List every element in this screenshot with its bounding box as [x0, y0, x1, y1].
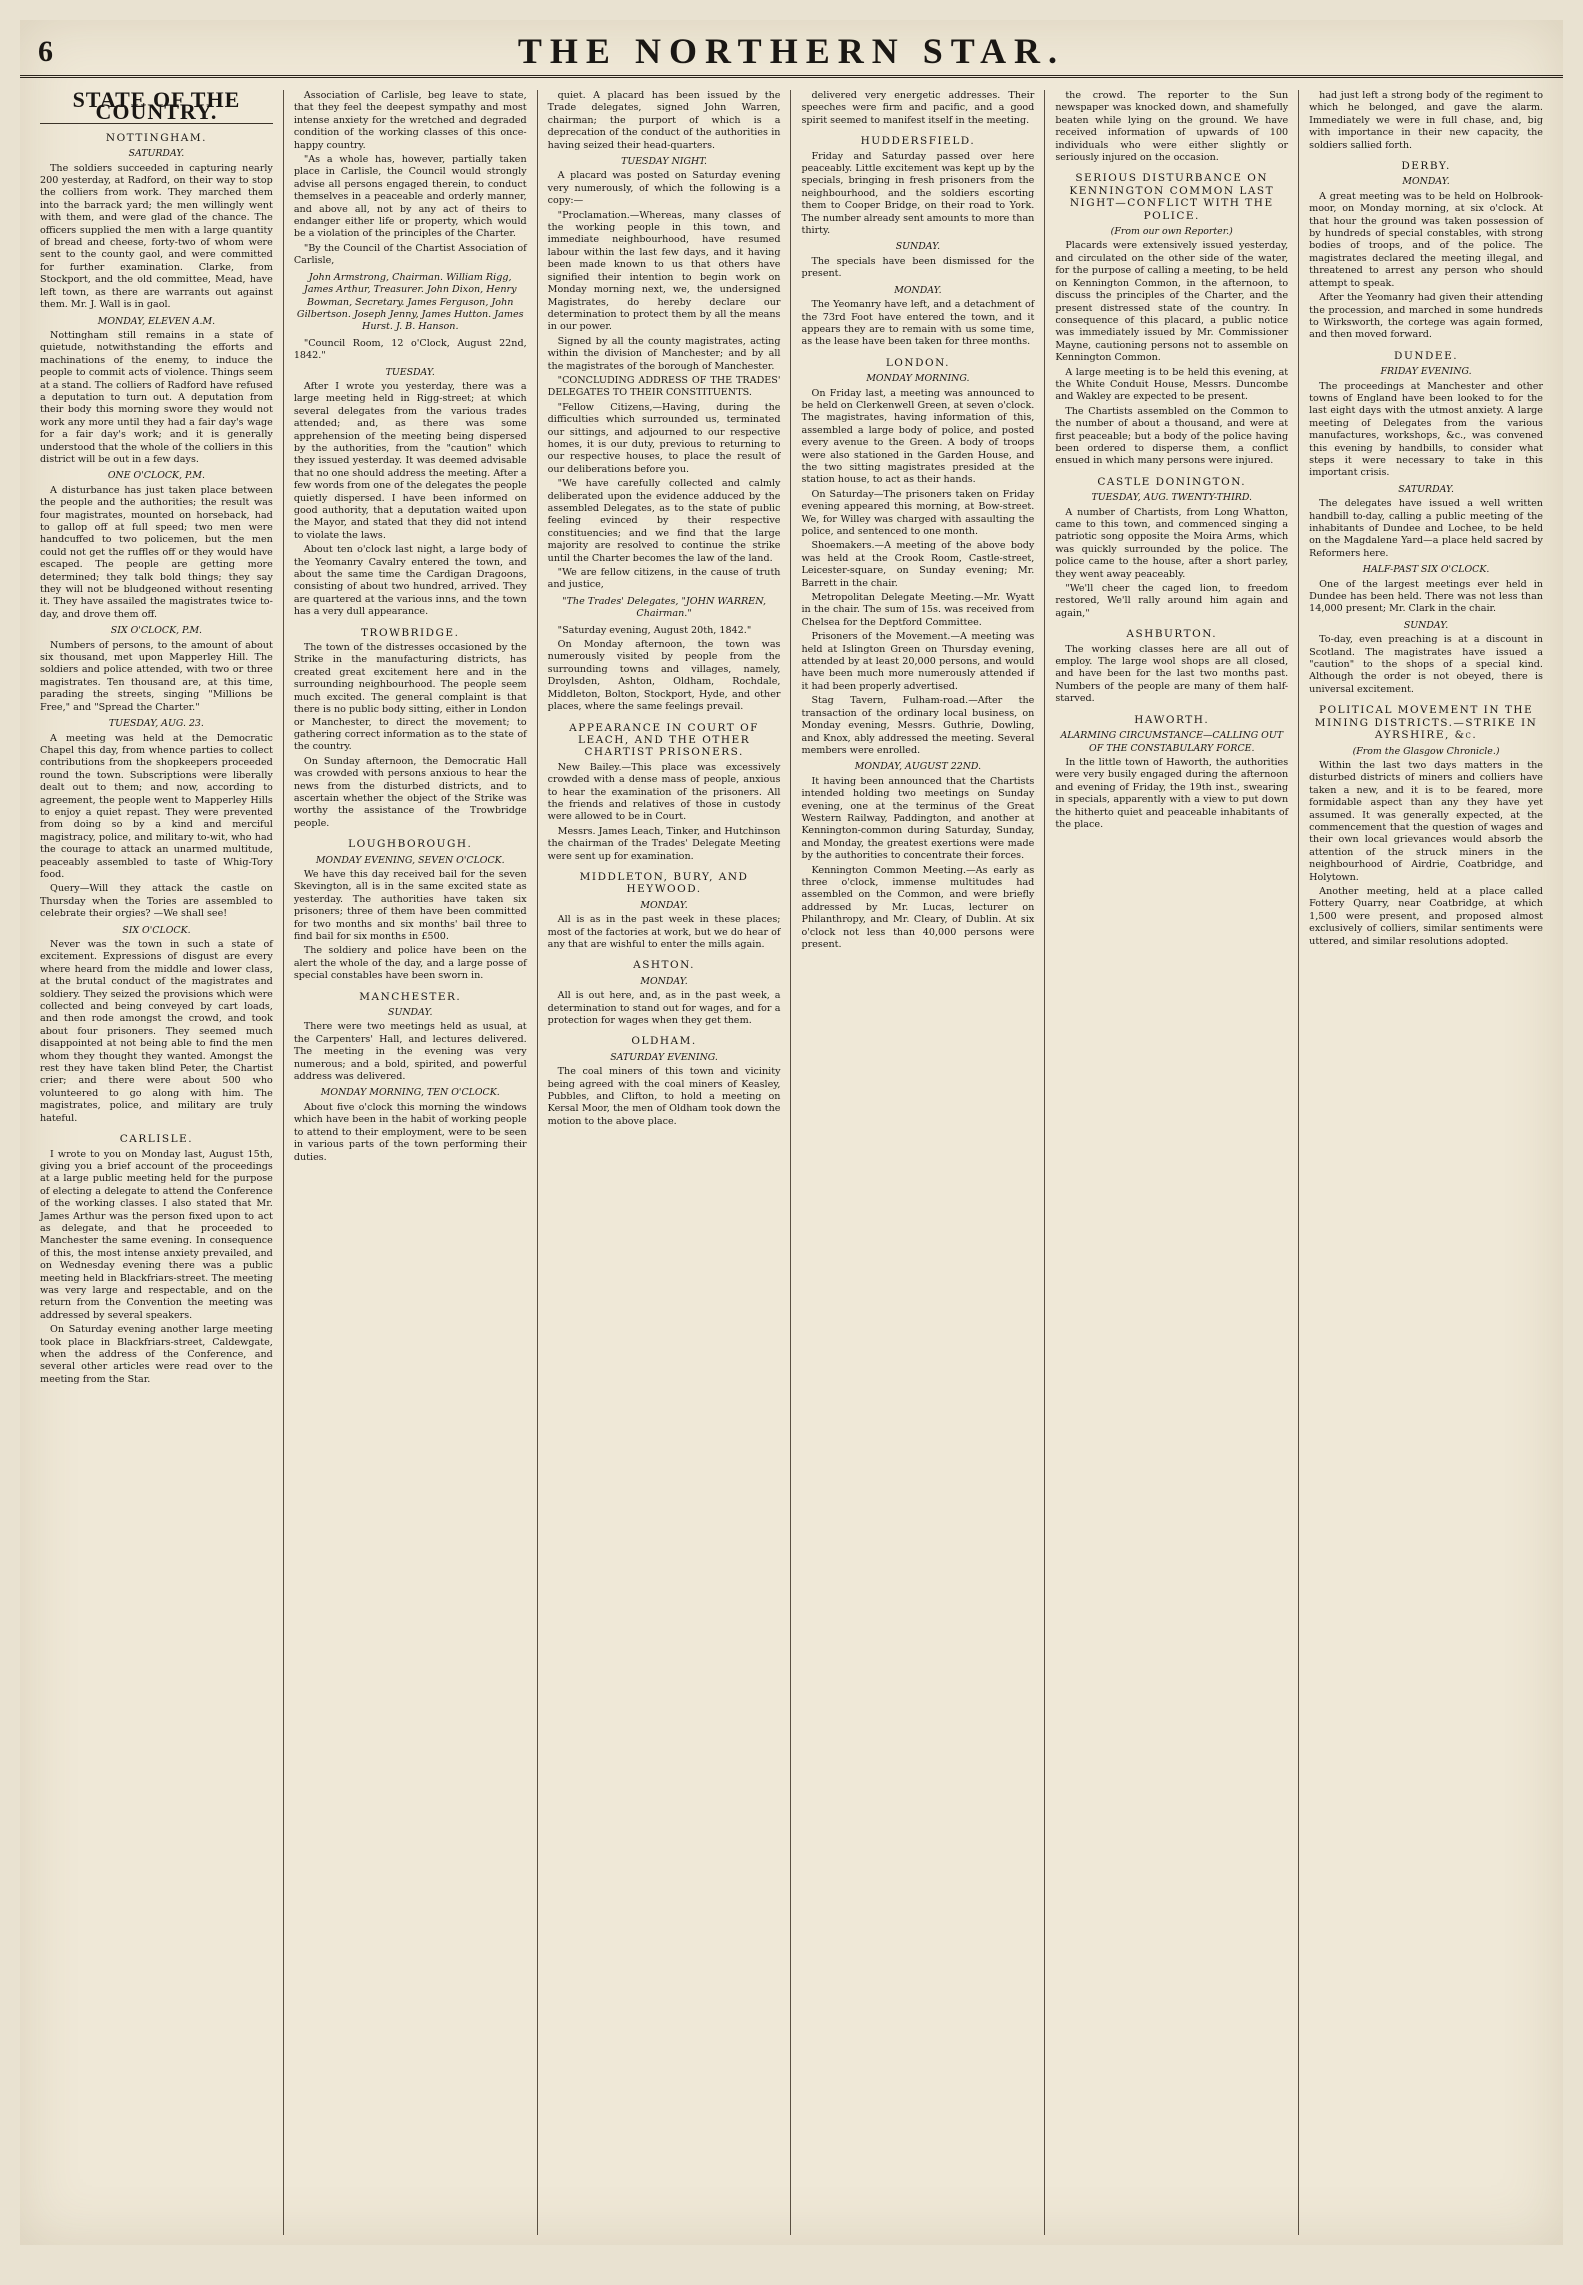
subheading: MONDAY.	[1402, 176, 1450, 188]
subheading: SATURDAY.	[128, 148, 185, 160]
subheading: SIX O'CLOCK, P.M.	[110, 625, 203, 637]
article-paragraph: A great meeting was to be held on Holbrook-moor, on Monday morning, at six o'clock. At that hour the ground was taken possession of by hundreds of special constables, with strong bodies of troops, and of the police. The magistrates declared the meeting illegal, and threatened to arrest any person who should attempt to speak.	[1309, 190, 1543, 289]
signature-block: John Armstrong, Chairman. William Rigg, James Arthur, Treasurer. John Dixon, Henry Bowman, Secretary. James Ferguson, John Gilbertson. Joseph Jenny, James Hutton. James Hurst. J. B. Hanson.	[296, 271, 524, 333]
article-paragraph: "We'll cheer the caged lion, to freedom restored, We'll rally around him again and again,"	[1055, 583, 1289, 619]
article-paragraph: The soldiers succeeded in capturing nearly 200 yesterday, at Radford, on their way to stop the colliers from work. They marched them into the barrack yard; the men willingly went with them, and were glad of the chance. The officers supplied the men with a large quantity of bread and cheese, forty-two of whom were sent to the county gaol, and were committed for further examination. Clarke, from Stockport, and the old committee, Mead, have left town, as there are warrants out against them. Mr. J. Wall is in gaol.	[40, 162, 273, 311]
article-paragraph: had just left a strong body of the regiment to which he belonged, and gave the alarm. Immediately we were in full chase, and, big with importance in their new capacity, the soldiers sallied forth.	[1309, 90, 1543, 151]
dateline-heading: ASHTON.	[633, 959, 696, 972]
article-paragraph: Query—Will they attack the castle on Thursday when the Tories are assembled to celebrate their orgies? —We shall see!	[40, 883, 273, 920]
subheading: SUNDAY.	[895, 241, 941, 253]
dateline-heading: OLDHAM.	[631, 1035, 697, 1048]
dateline-heading: SERIOUS DISTURBANCE ON KENNINGTON COMMON LAST NIGHT—CONFLICT WITH THE POLICE.	[1069, 172, 1275, 222]
article-paragraph: A meeting was held at the Democratic Chapel this day, from whence parties to collect contributions from the shopkeepers proceeded round the town. Subscriptions were liberally dealt out to them; and now, according to agreement, the people went to Mapperley Hills to enjoy a quiet repast. They were prevented from doing so by a kind and merciful magistracy, police, and military to-wit, who had the courage to attack an unarmed multitude, peaceably assembled to taste of Whig-Tory food.	[40, 732, 273, 880]
article-paragraph: Friday and Saturday passed over here peaceably. Little excitement was kept up by the specials, bringing in fresh prisoners from the neighbourhood, and the soldiers escorting them to Cooper Bridge, on their road to York. The number already sent amounts to more than thirty.	[801, 150, 1035, 237]
subheading: MONDAY, ELEVEN A.M.	[97, 315, 216, 327]
dateline-heading: HUDDERSFIELD.	[860, 135, 976, 148]
article-paragraph: The soldiery and police have been on the alert the whole of the day, and a large posse of special constables have been sworn in.	[293, 945, 527, 982]
subheading: HALF-PAST SIX O'CLOCK.	[1362, 564, 1490, 576]
subheading: TUESDAY, AUG. TWENTY-THIRD.	[1091, 492, 1253, 504]
subheading: TUESDAY NIGHT.	[621, 156, 708, 168]
article-paragraph: The working classes here are all out of employ. The large wool shops are all closed, and have been for the last two months past. Numbers of the people are many of them half-starved.	[1055, 643, 1289, 705]
newspaper-title: THE NORTHERN STAR.	[517, 31, 1066, 71]
article-paragraph: A placard was posted on Saturday evening very numerously, of which the following is a copy:—	[547, 170, 781, 207]
article-paragraph: "Saturday evening, August 20th, 1842."	[557, 624, 752, 636]
article-paragraph: After I wrote you yesterday, there was a large meeting held in Rigg-street; at which several delegates from the various trades attended; and, as there was some apprehension of the meeting being dispersed by the authorities, from the "caution" which they issued yesterday. It was deemed advisable that no one should address the meeting. After a few words from one of the delegates the people quietly dispersed. I have been informed on good authority, that a deputation waited upon the Mayor, and stated that they did not intend to violate the laws.	[293, 380, 527, 541]
article-paragraph: Numbers of persons, to the amount of about six thousand, met upon Mapperley Hill. The soldiers and police attended, with two or three magistrates. Ten thousand are, at this time, parading the streets, singing "Millions be Free," and "Spread the Charter."	[40, 639, 273, 713]
article-paragraph: Signed by all the county magistrates, acting within the division of Manchester; and by all the magistrates of the borough of Manchester.	[547, 335, 781, 372]
article-paragraph: About five o'clock this morning the windows which have been in the habit of working people to attend to their employment, were to be seen in various parts of the town performing their duties.	[293, 1101, 527, 1163]
article-paragraph: On Friday last, a meeting was announced to be held on Clerkenwell Green, at seven o'clock. The magistrates, having information of this, assembled a large body of police, and posted every avenue to the Green. A body of troops were also stationed in the Garden House, and the two sitting magistrates presided at the station house, to act as their hands.	[801, 387, 1035, 486]
subheading: MONDAY MORNING, TEN O'CLOCK.	[320, 1087, 500, 1099]
dateline-heading: MANCHESTER.	[359, 990, 462, 1003]
article-columns	[30, 90, 1553, 2235]
dateline-heading: NOTTINGHAM.	[105, 131, 207, 144]
subheading: SUNDAY.	[1403, 619, 1449, 631]
article-paragraph: Stag Tavern, Fulham-road.—After the transaction of the ordinary local business, on Monday evening, Messrs. Guthrie, Dowling, and Knox, ably addressed the meeting. Several members were enrolled.	[801, 695, 1035, 756]
article-paragraph: The specials have been dismissed for the present.	[801, 255, 1035, 280]
article-paragraph: "By the Council of the Chartist Association of Carlisle,	[293, 242, 527, 267]
subheading: SATURDAY EVENING.	[610, 1051, 718, 1063]
article-paragraph: One of the largest meetings ever held in Dundee has been held. There was not less than 14,000 present; Mr. Clark in the chair.	[1309, 578, 1543, 615]
article-paragraph: Kennington Common Meeting.—As early as three o'clock, immense multitudes had assembled on the Common, and were briefly addressed by Mr. Lucas, lecturer on Philanthropy, and Mr. Cleary, of Dublin. At six o'clock not less than 40,000 persons were present.	[801, 864, 1035, 950]
subheading: SUNDAY.	[388, 1007, 433, 1019]
section-title: STATE OF THE COUNTRY.	[40, 94, 273, 124]
article-paragraph: Shoemakers.—A meeting of the above body was held at the Crook Room, Castle-street, Leicester-square, on Sunday evening; Mr. Barrett in the chair.	[801, 540, 1035, 589]
signature-block: "The Trades' Delegates, "JOHN WARREN, Chairman."	[562, 595, 767, 620]
article-paragraph: The Chartists assembled on the Common to the number of about a thousand, and were at first peaceable; but a body of the police having been ordered to disperse them, a conflict ensued in which many persons were injured.	[1055, 405, 1289, 467]
article-paragraph: "Fellow Citizens,—Having, during the difficulties which surrounded us, terminated our sittings, and adjourned to our respective homes, it is our duty, previous to returning to our respective houses, to place the result of our deliberations before you.	[547, 401, 781, 475]
article-paragraph: "We have carefully collected and calmly deliberated upon the evidence adduced by the assembled Delegates, as to the state of public feeling evinced by their respective constituencies; and we find that the large majority are resolved to continue the strike until the Charter becomes the law of the land.	[547, 478, 781, 564]
article-paragraph: It having been announced that the Chartists intended holding two meetings on Sunday evening, one at the terminus of the Great Western Railway, Paddington, and another at Kennington-common during Saturday, Sunday, and Monday, the greatest exertions were made by the authorities to concentrate their forces.	[801, 775, 1035, 862]
article-paragraph: "Proclamation.—Whereas, many classes of the working people in this town, and immediate neighbourhood, have resumed labour within the last few days, and it having been made known to us that others have signified their intention to begin work on Monday morning next, we, the undersigned Magistrates, do hereby declare our determination to protect them by all the means in our power.	[547, 209, 781, 333]
column-5	[1045, 90, 1299, 2235]
article-paragraph: "We are fellow citizens, in the cause of truth and justice,	[547, 567, 781, 591]
dateline-heading: TROWBRIDGE.	[361, 626, 460, 639]
article-paragraph: "CONCLUDING ADDRESS OF THE TRADES' DELEGATES TO THEIR CONSTITUENTS.	[547, 374, 781, 399]
subheading: (From our own Reporter.)	[1110, 226, 1233, 238]
column-2	[284, 90, 538, 2235]
column-1	[30, 90, 284, 2235]
dateline-heading: POLITICAL MOVEMENT IN THE MINING DISTRICTS.—STRIKE IN AYRSHIRE, &c.	[1314, 704, 1538, 742]
dateline-heading: DUNDEE.	[1394, 349, 1459, 362]
article-paragraph: On Saturday—The prisoners taken on Friday evening appeared this morning, at Bow-street. We, for Willey was charged with assaulting the police, and sentenced to one month.	[801, 488, 1035, 537]
article-paragraph: We have this day received bail for the seven Skevington, all is in the same excited state as yesterday. The authorities have taken six prisoners; three of them have been committed for two months and six months' bail three to find bail for six months in £500.	[293, 868, 527, 942]
article-paragraph: Prisoners of the Movement.—A meeting was held at Islington Green on Thursday evening, attended by at least 20,000 persons, and would have been much more numerously attended if it had been properly advertised.	[801, 631, 1035, 692]
subheading: MONDAY EVENING, SEVEN O'CLOCK.	[315, 854, 505, 866]
subheading: TUESDAY, AUG. 23.	[108, 718, 204, 730]
dateline-heading: CASTLE DONINGTON.	[1097, 475, 1247, 488]
subheading: MONDAY, AUGUST 22ND.	[854, 761, 982, 773]
article-paragraph: In the little town of Haworth, the authorities were very busily engaged during the afternoon and evening of Friday, the 19th inst., swearing in specials, apparently with a view to put down the hitherto quiet and peaceable inhabitants of the place.	[1055, 756, 1289, 830]
column-3	[538, 90, 792, 2235]
dateline-heading: ASHBURTON.	[1126, 628, 1218, 641]
article-paragraph: The town of the distresses occasioned by the Strike in the manufacturing districts, has created great excitement here and in the surrounding neighbourhood. The people seem much excited. The general complaint is that there is no public body sitting, either in London or Manchester, to direct the movement; to gathering correct information as to the state of the country.	[293, 642, 527, 753]
masthead	[20, 20, 1563, 78]
article-paragraph: A large meeting is to be held this evening, at the White Conduit House, Messrs. Duncombe and Wakley are expected to be present.	[1055, 366, 1289, 403]
dateline-heading: DERBY.	[1401, 160, 1451, 173]
subheading: SIX O'CLOCK.	[122, 924, 191, 936]
article-paragraph: A disturbance has just taken place between the people and the authorities; the result was four magistrates, mounted on horseback, had to gallop off at full speed; two men were handcuffed to two policemen, but the men could not get the ruffles off or they would have escaped. The people are getting more determined; they talk bold things; they say they will not be bludgeoned without resenting it. They have assailed the magistrates twice to-day, and drove them off.	[40, 484, 273, 620]
subheading: (From the Glasgow Chronicle.)	[1352, 745, 1500, 757]
article-paragraph: There were two meetings held as usual, at the Carpenters' Hall, and lectures delivered. The meeting in the evening was very numerous; and a bold, spirited, and powerful address was delivered.	[293, 1021, 527, 1083]
subheading: MONDAY.	[640, 899, 688, 911]
dateline-heading: LONDON.	[885, 356, 950, 369]
article-paragraph: New Bailey.—This place was excessively crowded with a dense mass of people, anxious to hear the examination of the prisoners. All the friends and relatives of those in custody were allowed to be in Court.	[547, 761, 781, 823]
article-paragraph: The coal miners of this town and vicinity being agreed with the coal miners of Keasley, Pubbles, and Clifton, to hold a meeting on Kersal Moor, the men of Oldham took down the motion to the above place.	[547, 1066, 781, 1127]
newspaper-page	[20, 20, 1563, 2245]
column-4	[791, 90, 1045, 2235]
article-paragraph: The Yeomanry have left, and a detachment of the 73rd Foot have entered the town, and it appears they are to remain with us some time, as the lease have been taken for three months.	[801, 299, 1035, 348]
subheading: ONE O'CLOCK, P.M.	[107, 470, 205, 482]
article-paragraph: The delegates have issued a well written handbill to-day, calling a public meeting of the inhabitants of Dundee and Lochee, to be held on the Magdalene Yard—a place held sacred by Reformers here.	[1309, 498, 1543, 559]
article-paragraph: After the Yeomanry had given their attending the procession, and marched in some hundreds to Wirksworth, the cortege was again formed, and then moved forward.	[1309, 292, 1543, 341]
subheading: MONDAY.	[894, 284, 942, 296]
article-paragraph: On Monday afternoon, the town was numerously visited by people from the surrounding towns and villages, namely, Droylsden, Ashton, Oldham, Rochdale, Middleton, Bolton, Stockport, Hyde, and other places, where the same feelings prevail.	[547, 639, 781, 713]
article-paragraph: Within the last two days matters in the disturbed districts of miners and colliers have taken a new, and it is to be feared, more formidable aspect than any they have yet assumed. It was generally expected, at the commencement that the question of wages and their own local grievances would absorb the attention of the struck miners in the neighbourhood of Airdrie, Coatbridge, and Holytown.	[1309, 759, 1543, 883]
article-paragraph: Placards were extensively issued yesterday, and circulated on the other side of the water, for the purpose of calling a meeting, to be held on Kennington Common, in the afternoon, to discuss the principles of the Charter, and the present distressed state of the country. In consequence of this placard, a public notice was immediately issued by Mr. Commissioner Mayne, cautioning persons not to assemble on Kennington Common.	[1055, 240, 1289, 364]
article-paragraph: quiet. A placard has been issued by the Trade delegates, signed John Warren, chairman; the purport of which is a deprecation of the conduct of the authorities in having seized their head-quarters.	[547, 90, 781, 151]
page-number: 6	[38, 35, 53, 68]
article-paragraph: The proceedings at Manchester and other towns of England have been looked to for the last eight days with the utmost anxiety. A large meeting of Delegates from the various manufactures, workshops, &c., was convened this evening by handbills, to consider what steps it were necessary to take in this important crisis.	[1309, 380, 1543, 479]
article-paragraph: Nottingham still remains in a state of quietude, notwithstanding the efforts and machinations of the enemy, to induce the people to commit acts of violence. Things seem at a stand. The colliers of Radford have refused a deputation to turn out. A deputation from their body this morning swore they would not work any more until they had a fair day's wage for a fair day's work; and it is generally understood that the whole of the colliers in this district will be out in a few days.	[40, 329, 273, 465]
article-paragraph: Another meeting, held at a place called Fottery Quarry, near Coatbridge, at which 1,500 were present, and proposed almost exclusively of colliers, similar sentiments were uttered, and similar resolutions adopted.	[1309, 885, 1543, 947]
article-paragraph: Never was the town in such a state of excitement. Expressions of disgust are every where heard from the middle and lower class, at the brutal conduct of the magistrates and soldiery. They seized the provisions which were collected and being conveyed by cart loads, and then rode amongst the crowd, and took about four prisoners. They seemed much disappointed at not being able to find the men whom they thought they wanted. Amongst the rest they have taken blind Peter, the Chartist crier; and there were about 500 who volunteered to go along with him. The magistrates, police, and military are truly hateful.	[40, 939, 273, 1124]
subheading: ALARMING CIRCUMSTANCE—CALLING OUT OF THE CONSTABULARY FORCE.	[1060, 730, 1284, 754]
subheading: MONDAY MORNING.	[866, 373, 970, 385]
article-paragraph: About ten o'clock last night, a large body of the Yeomanry Cavalry entered the town, and about the same time the Cardigan Dragoons, consisting of about two hundred, arrived. They are quartered at the various inns, and the town has a very dull appearance.	[293, 544, 527, 618]
dateline-heading: MIDDLETON, BURY, AND HEYWOOD.	[579, 870, 749, 896]
dateline-heading: CARLISLE.	[119, 1133, 194, 1146]
article-paragraph: Messrs. James Leach, Tinker, and Hutchinson the chairman of the Trades' Delegate Meeting were sent up for examination.	[547, 825, 781, 862]
article-paragraph: "As a whole has, however, partially taken place in Carlisle, the Council would strongly advise all persons engaged therein, to conduct themselves in a peaceable and orderly manner, and above all, not by any act of theirs to endanger either life or property, which would be a violation of the principles of the Charter.	[293, 154, 527, 240]
article-paragraph: On Saturday evening another large meeting took place in Blackfriars-street, Caldewgate, when the address of the Conference, and several other articles were read over to the meeting from the Star.	[40, 1324, 273, 1385]
subheading: SATURDAY.	[1398, 483, 1454, 495]
subheading: MONDAY.	[640, 975, 688, 987]
article-paragraph: delivered very energetic addresses. Their speeches were firm and pacific, and a good spirit seemed to manifest itself in the meeting.	[801, 90, 1035, 126]
dateline-heading: HAWORTH.	[1134, 713, 1210, 726]
dateline-heading: APPEARANCE IN COURT OF LEACH, AND THE OTHER CHARTIST PRISONERS.	[569, 721, 759, 759]
subheading: TUESDAY.	[385, 366, 435, 378]
article-paragraph: I wrote to you on Monday last, August 15th, giving you a brief account of the proceedings at a large public meeting held for the purpose of electing a delegate to attend the Conference of the working classes. I also stated that Mr. James Arthur was the person fixed upon to act as delegate, and that he proceeded to Manchester the same evening. In consequence of this, the most intense anxiety prevailed, and on Wednesday evening there was a public meeting held in Blackfriars-street. The meeting was very large and respectable, and on the return from the Convention the meeting was addressed by several speakers.	[40, 1148, 273, 1321]
article-paragraph: Association of Carlisle, beg leave to state, that they feel the deepest sympathy and most intense anxiety for the wretched and degraded condition of the working classes of this once-happy country.	[293, 90, 527, 151]
article-paragraph: the crowd. The reporter to the Sun newspaper was knocked down, and shamefully beaten while lying on the ground. We have received information of upwards of 100 individuals who were either slightly or seriously injured on the occasion.	[1055, 90, 1289, 164]
article-paragraph: To-day, even preaching is at a discount in Scotland. The magistrates have issued a "caution" to the shops of a special kind. Although the order is not obeyed, there is universal excitement.	[1309, 634, 1543, 695]
article-paragraph: All is out here, and, as in the past week, a determination to stand out for wages, and for a protection for wages when they get them.	[547, 990, 781, 1027]
article-paragraph: All is as in the past week in these places; most of the factories at work, but we do hear of any that are wishful to enter the mills again.	[547, 914, 781, 950]
column-6	[1299, 90, 1553, 2235]
article-paragraph: Metropolitan Delegate Meeting.—Mr. Wyatt in the chair. The sum of 15s. was received from Chelsea for the Deptford Committee.	[801, 592, 1035, 628]
dateline-heading: LOUGHBOROUGH.	[348, 838, 473, 851]
article-paragraph: "Council Room, 12 o'Clock, August 22nd, 1842."	[293, 337, 527, 362]
article-paragraph: On Sunday afternoon, the Democratic Hall was crowded with persons anxious to hear the news from the disturbed districts, and to ascertain whether the object of the Strike was worthy the assistance of the Trowbridge people.	[293, 755, 527, 829]
article-paragraph: A number of Chartists, from Long Whatton, came to this town, and commenced singing a patriotic song opposite the Moira Arms, which was quickly surrounded by the police. The police came to the house, after a short parley, they went away peaceably.	[1055, 506, 1289, 580]
subheading: FRIDAY EVENING.	[1380, 366, 1472, 378]
